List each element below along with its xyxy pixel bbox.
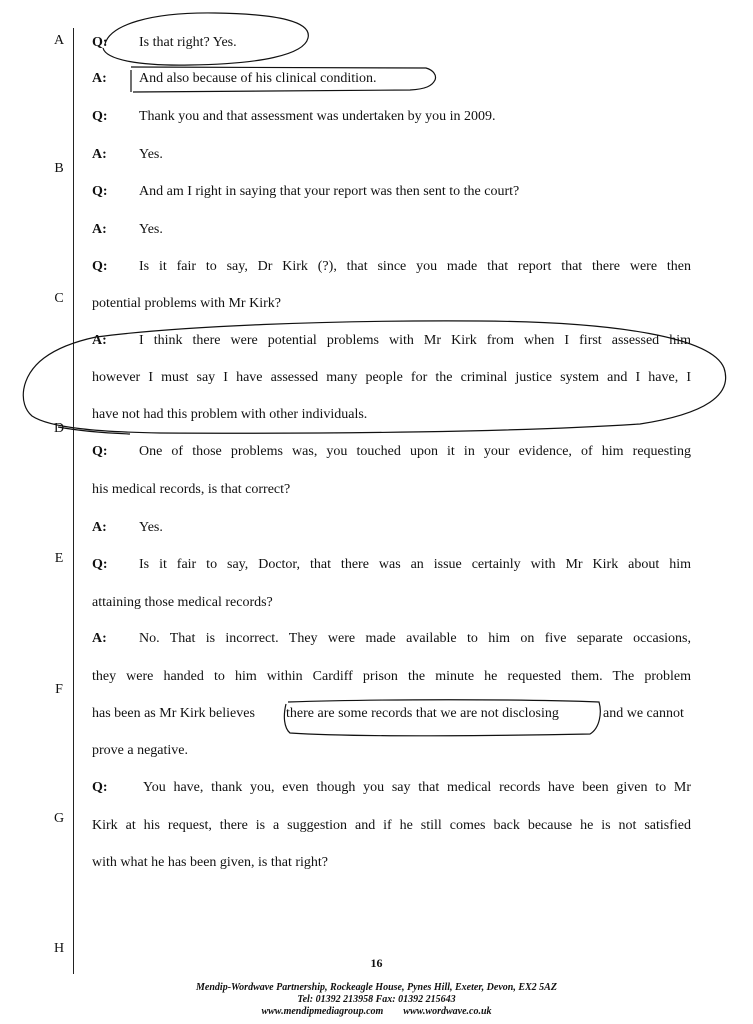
a6-line-2: they were handed to him within Cardiff prison the minute he requested them. The problem [92,669,691,684]
a6-line-3-end: and we cannot [603,706,684,721]
q4-label: Q: [92,259,108,274]
q7-line-1: You have, thank you, even though you say that medical records have been given to Mr [143,780,691,795]
a3-text: Yes. [139,222,163,237]
margin-letter-e: E [54,551,64,566]
q7-line-2: Kirk at his request, there is a suggestion and if he still comes back because he is not satisfied [92,818,691,833]
margin-letter-d: D [53,421,65,436]
q5-label: Q: [92,444,108,459]
a4-label: A: [92,333,107,348]
a1-label: A: [92,71,107,86]
footer-websites: www.mendipmediagroup.com www.wordwave.co.uk [261,1006,492,1017]
q5-line-1: One of those problems was, you touched upon it in your evidence, of him requesting [139,444,691,459]
margin-letter-a: A [53,33,65,48]
q2-text: Thank you and that assessment was undertaken by you in 2009. [139,109,496,124]
a4-line-3: have not had this problem with other individuals. [92,407,368,422]
a4-line-2: however I must say I have assessed many people for the criminal justice system and I have, I [92,370,691,385]
a2-label: A: [92,147,107,162]
margin-letter-g: G [53,811,65,826]
a1-text: And also because of his clinical condition. [139,71,377,86]
q7-label: Q: [92,780,108,795]
q4-line-1: Is it fair to say, Dr Kirk (?), that since you made that report that there were then [139,259,691,274]
margin-letter-f: F [55,682,63,697]
q6-label: Q: [92,557,108,572]
a6-line-3-circled: there are some records that we are not disclosing [286,706,559,721]
a3-label: A: [92,222,107,237]
a2-text: Yes. [139,147,163,162]
page-number: 16 [370,956,383,970]
a4-line-1: I think there were potential problems with Mr Kirk from when I first assessed him [139,333,691,348]
a6-label: A: [92,631,107,646]
q4-line-2: potential problems with Mr Kirk? [92,296,281,311]
q3-text: And am I right in saying that your report was then sent to the court? [139,184,520,199]
margin-letter-h: H [53,941,65,956]
underline-mark-d [58,427,130,434]
margin-letter-b: B [54,161,64,176]
a6-line-3-start: has been as Mr Kirk believes [92,706,255,721]
q2-label: Q: [92,109,108,124]
q6-line-2: attaining those medical records? [92,595,273,610]
a6-line-1: No. That is incorrect. They were made available to him on five separate occasions, [139,631,691,646]
a5-label: A: [92,520,107,535]
q3-label: Q: [92,184,108,199]
q1-label: Q: [92,35,108,50]
q1-text: Is that right? Yes. [139,35,237,50]
q7-line-3: with what he has been given, is that right? [92,855,328,870]
footer-phone: Tel: 01392 213958 Fax: 01392 215643 [297,994,456,1005]
a6-line-4: prove a negative. [92,743,189,758]
margin-rule [73,28,74,974]
margin-letter-c: C [54,291,64,306]
q6-line-1: Is it fair to say, Doctor, that there was an issue certainly with Mr Kirk about him [139,557,691,572]
q5-line-2: his medical records, is that correct? [92,482,291,497]
footer-address: Mendip-Wordwave Partnership, Rockeagle House, Pynes Hill, Exeter, Devon, EX2 5AZ [196,982,557,993]
a5-text: Yes. [139,520,163,535]
